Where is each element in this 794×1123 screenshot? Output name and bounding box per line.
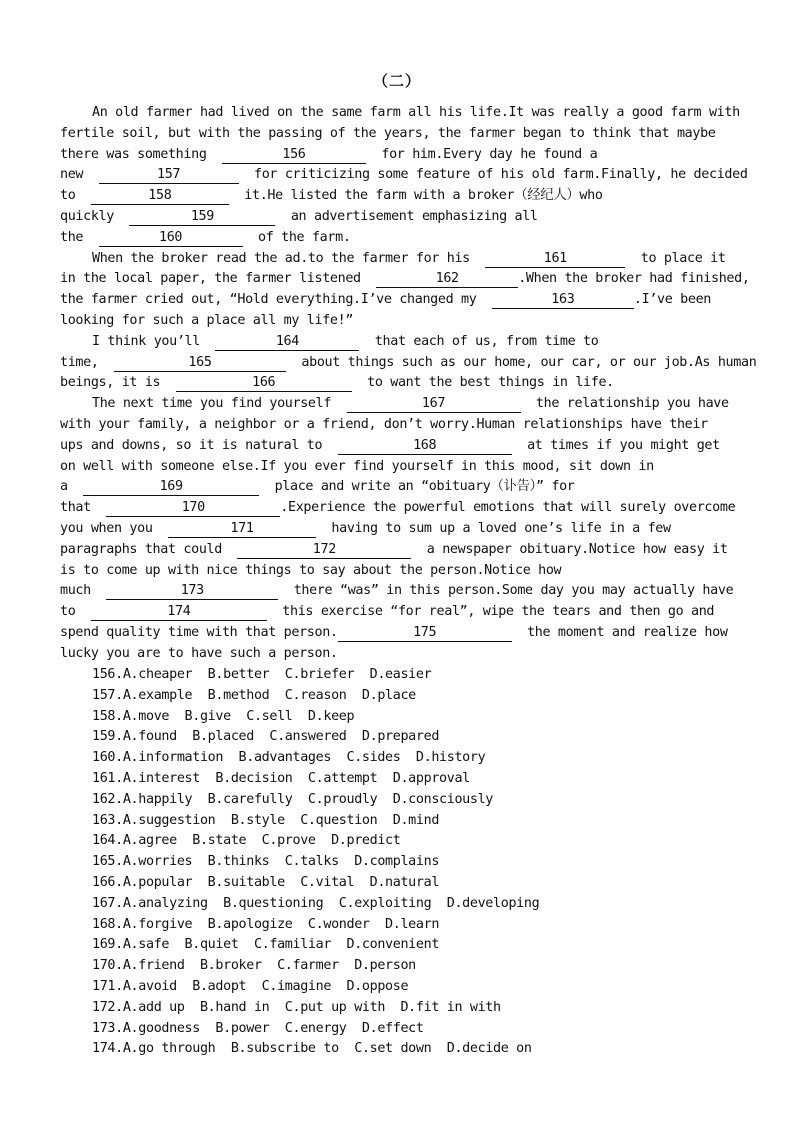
passage-text: to bbox=[60, 604, 91, 620]
passage-text: a newspaper obituary.Notice how easy it bbox=[411, 541, 728, 557]
passage-text: .Experience the powerful emotions that will surely overcome bbox=[280, 500, 736, 516]
blank-162[interactable]: 162 bbox=[376, 271, 518, 288]
passage-text: an advertisement emphasizing all bbox=[275, 208, 538, 224]
passage-text: to want the best things in life. bbox=[351, 375, 614, 391]
passage-text: place and write an “obituary（讣告）” for bbox=[259, 479, 575, 495]
blank-157[interactable]: 157 bbox=[99, 167, 239, 184]
passage-text: ups and downs, so it is natural to bbox=[60, 437, 338, 453]
blank-172[interactable]: 172 bbox=[237, 542, 411, 559]
passage-line bbox=[60, 498, 734, 519]
passage-line bbox=[60, 415, 734, 436]
blank-159[interactable]: 159 bbox=[129, 209, 275, 226]
passage-text: fertile soil, but with the passing of the years, the farmer began to think that maybe bbox=[60, 125, 716, 141]
passage-line bbox=[60, 373, 734, 394]
passage-line bbox=[60, 394, 734, 415]
passage-line bbox=[60, 602, 734, 623]
passage-line bbox=[60, 436, 734, 457]
passage-line bbox=[60, 207, 734, 228]
passage-line bbox=[60, 477, 734, 498]
passage-line bbox=[60, 165, 748, 186]
section-title: （二） bbox=[372, 72, 421, 90]
blank-174[interactable]: 174 bbox=[91, 604, 267, 621]
passage-text: time, bbox=[60, 354, 114, 370]
passage-text: having to sum up a loved one’s life in a few bbox=[315, 520, 671, 536]
option-row: 174.A.go through B.subscribe to C.set down D.decide on bbox=[92, 1041, 532, 1057]
passage-text: the bbox=[60, 229, 99, 245]
passage-text: beings, it is bbox=[60, 375, 176, 391]
passage-text: The next time you find yourself bbox=[92, 396, 347, 412]
option-row: 163.A.suggestion B.style C.question D.mind bbox=[92, 812, 440, 828]
blank-163[interactable]: 163 bbox=[492, 292, 634, 309]
passage-line bbox=[60, 311, 734, 332]
passage-text: you when you bbox=[60, 520, 168, 536]
passage-text: this exercise “for real”, wipe the tears and then go and bbox=[266, 604, 715, 620]
passage-line bbox=[60, 269, 750, 290]
cloze-passage bbox=[60, 103, 757, 665]
passage-text: .When the broker had finished, bbox=[518, 271, 750, 287]
blank-169[interactable]: 169 bbox=[83, 479, 259, 496]
passage-text: that each of us, from time to bbox=[359, 333, 599, 349]
passage-line bbox=[60, 290, 734, 311]
passage-text: lucky you are to have such a person. bbox=[60, 645, 338, 661]
passage-text: the farmer cried out, “Hold everything.I’ve changed my bbox=[60, 292, 492, 308]
option-row: 168.A.forgive B.apologize C.wonder D.learn bbox=[92, 916, 440, 932]
blank-160[interactable]: 160 bbox=[99, 230, 243, 247]
passage-text: that bbox=[60, 500, 107, 516]
answer-options-list bbox=[92, 665, 732, 1060]
passage-text: quickly bbox=[60, 208, 130, 224]
passage-text: is to come up with nice things to say about the person.Notice how bbox=[60, 562, 562, 578]
passage-text: I think you’ll bbox=[92, 333, 216, 349]
passage-text: at times if you might get bbox=[511, 437, 720, 453]
passage-text: new bbox=[60, 167, 99, 183]
option-row: 157.A.example B.method C.reason D.place bbox=[92, 687, 416, 703]
option-row: 167.A.analyzing B.questioning C.exploiting D.developing bbox=[92, 895, 540, 911]
passage-text: with your family, a neighbor or a friend, don’t worry.Human relationships have their bbox=[60, 416, 708, 432]
passage-text: there was something bbox=[60, 146, 222, 162]
passage-text: on well with someone else.If you ever find yourself in this mood, sit down in bbox=[60, 458, 654, 474]
passage-text: spend quality time with that person. bbox=[60, 624, 338, 640]
passage-line bbox=[60, 561, 734, 582]
passage-line bbox=[60, 540, 734, 561]
passage-text: it.He listed the farm with a broker（经纪人）who bbox=[228, 188, 603, 204]
passage-text: to place it bbox=[625, 250, 726, 266]
passage-text: paragraphs that could bbox=[60, 541, 238, 557]
passage-line bbox=[60, 581, 734, 602]
passage-line bbox=[60, 332, 734, 353]
passage-text: in the local paper, the farmer listened bbox=[60, 271, 377, 287]
passage-text: the relationship you have bbox=[520, 396, 729, 412]
passage-text: to bbox=[60, 188, 91, 204]
blank-170[interactable]: 170 bbox=[106, 500, 280, 517]
blank-161[interactable]: 161 bbox=[485, 251, 625, 268]
option-row: 156.A.cheaper B.better C.briefer D.easier bbox=[92, 667, 432, 682]
passage-text: An old farmer had lived on the same farm all his life.It was really a good farm with bbox=[92, 105, 740, 120]
passage-text: there “was” in this person.Some day you may actually have bbox=[278, 583, 734, 599]
option-row: 170.A.friend B.broker C.farmer D.person bbox=[92, 958, 416, 974]
blank-158[interactable]: 158 bbox=[91, 188, 229, 205]
passage-text: When the broker read the ad.to the farmer for his bbox=[92, 250, 486, 266]
passage-text: about things such as our home, our car, or our job.As human bbox=[285, 354, 757, 370]
passage-line bbox=[60, 145, 734, 166]
passage-line bbox=[60, 623, 734, 644]
blank-173[interactable]: 173 bbox=[106, 583, 278, 600]
option-row: 166.A.popular B.suitable C.vital D.natural bbox=[92, 874, 440, 890]
passage-line bbox=[60, 228, 734, 249]
passage-line bbox=[60, 249, 734, 270]
blank-167[interactable]: 167 bbox=[347, 396, 521, 413]
passage-text: much bbox=[60, 583, 107, 599]
passage-text: of the farm. bbox=[242, 229, 351, 245]
option-row: 158.A.move B.give C.sell D.keep bbox=[92, 708, 355, 724]
option-row: 171.A.avoid B.adopt C.imagine D.oppose bbox=[92, 978, 409, 994]
option-row: 169.A.safe B.quiet C.familiar D.convenient bbox=[92, 937, 440, 953]
option-row: 173.A.goodness B.power C.energy D.effect bbox=[92, 1020, 424, 1036]
blank-165[interactable]: 165 bbox=[114, 355, 286, 372]
passage-line bbox=[60, 353, 757, 374]
passage-text: looking for such a place all my life!” bbox=[60, 312, 354, 328]
blank-171[interactable]: 171 bbox=[168, 521, 316, 538]
option-row: 160.A.information B.advantages C.sides D.history bbox=[92, 750, 486, 766]
blank-175[interactable]: 175 bbox=[338, 625, 512, 642]
option-row: 164.A.agree B.state C.prove D.predict bbox=[92, 833, 401, 849]
passage-line bbox=[60, 644, 734, 665]
passage-line bbox=[60, 124, 734, 145]
option-row: 159.A.found B.placed C.answered D.prepared bbox=[92, 729, 440, 745]
passage-text: a bbox=[60, 479, 84, 495]
blank-164[interactable]: 164 bbox=[215, 334, 359, 351]
blank-168[interactable]: 168 bbox=[338, 438, 512, 455]
passage-line bbox=[60, 519, 734, 540]
option-row: 172.A.add up B.hand in C.put up with D.fit in with bbox=[92, 999, 501, 1015]
passage-line bbox=[60, 103, 740, 124]
passage-line bbox=[60, 186, 734, 207]
passage-text: the moment and realize how bbox=[511, 624, 728, 640]
blank-156[interactable]: 156 bbox=[222, 147, 366, 164]
option-row: 162.A.happily B.carefully C.proudly D.consciously bbox=[92, 791, 494, 807]
option-row: 165.A.worries B.thinks C.talks D.complains bbox=[92, 854, 440, 870]
passage-line bbox=[60, 457, 734, 478]
option-row: 161.A.interest B.decision C.attempt D.approval bbox=[92, 770, 470, 786]
passage-text: for him.Every day he found a bbox=[365, 146, 598, 162]
blank-166[interactable]: 166 bbox=[176, 375, 352, 392]
passage-text: for criticizing some feature of his old farm.Finally, he decided bbox=[238, 167, 748, 183]
passage-text: .I’ve been bbox=[633, 292, 711, 308]
